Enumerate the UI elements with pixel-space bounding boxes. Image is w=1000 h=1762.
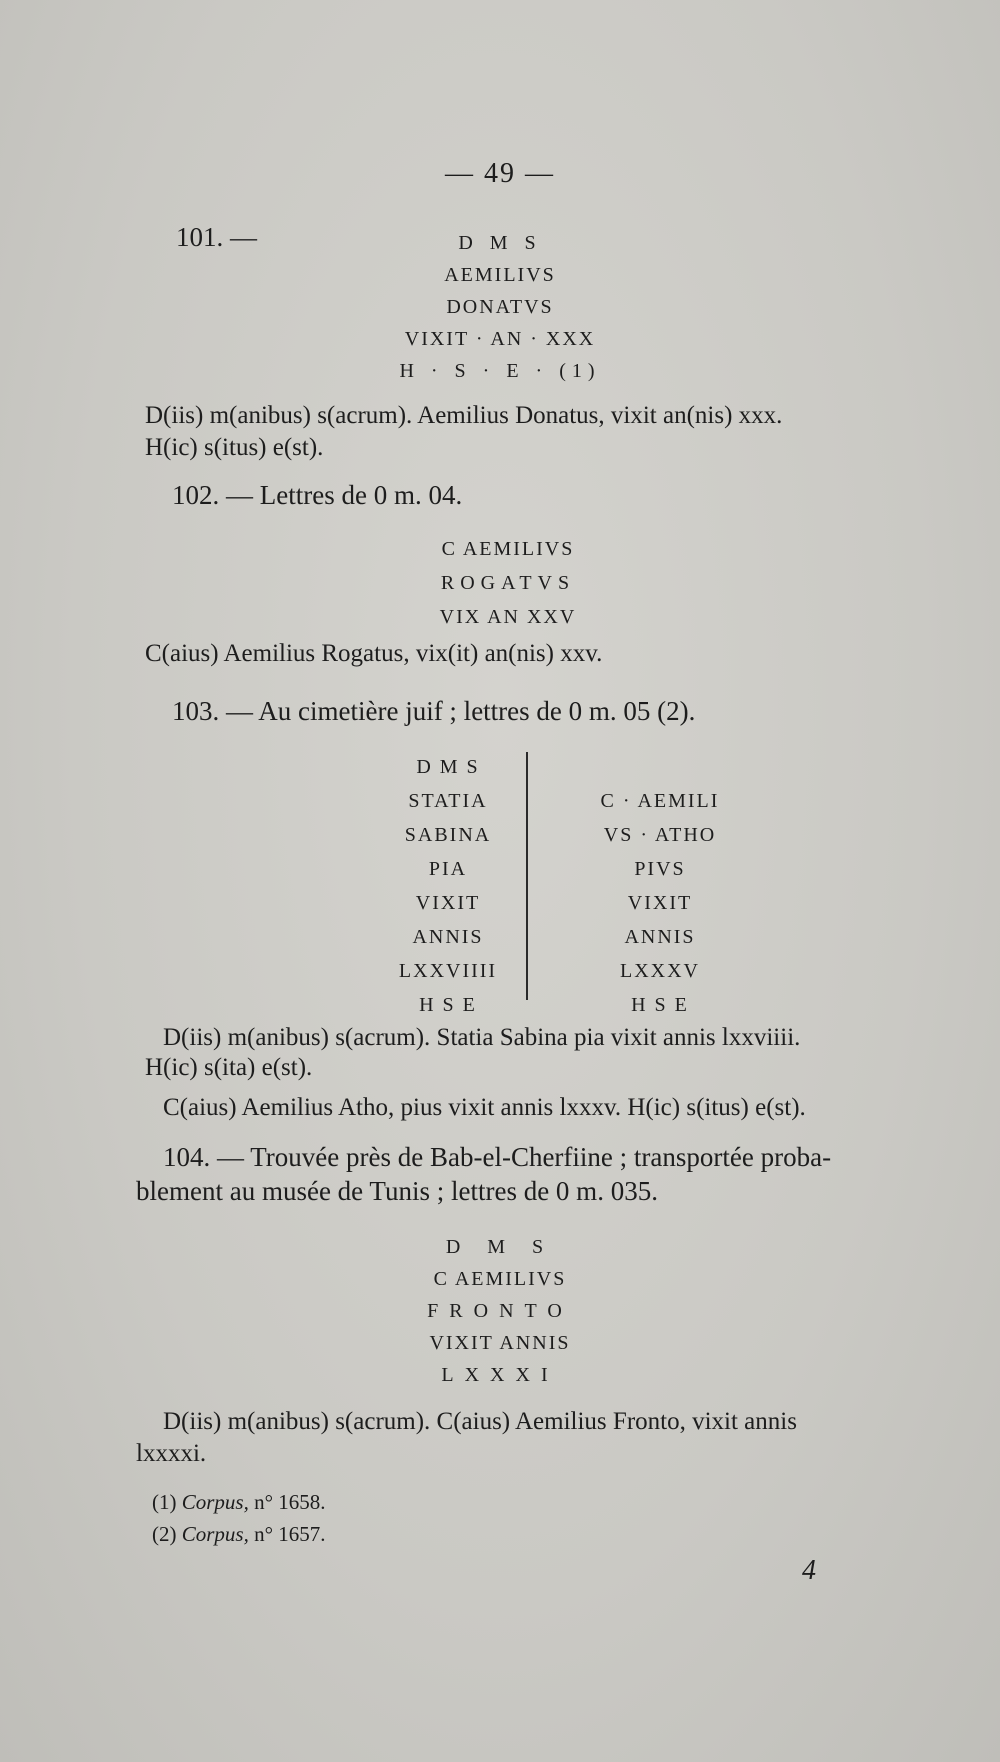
translation-line: lxxxxi. (136, 1440, 207, 1467)
translation-line: C(aius) Aemilius Rogatus, vix(it) an(nis) xxv. (145, 640, 603, 667)
inscription-line: LXXXI (441, 1364, 559, 1386)
right-column-line: LXXXV (620, 960, 700, 982)
inscription-line: C AEMILIVS (433, 1268, 567, 1290)
inscription-line: VIXIT · AN · XXX (404, 328, 596, 350)
signature-mark: 4 (802, 1555, 816, 1586)
footnote-mark: (2) (152, 1522, 177, 1546)
right-column-line: PIVS (634, 858, 686, 880)
entry-101-number: 101. — (176, 222, 257, 252)
left-column-line: LXXVIIII (398, 960, 498, 982)
translation-line: H(ic) s(itus) e(st). (145, 434, 324, 461)
page-header: — 49 — (445, 158, 555, 189)
inscription-line: D M S (445, 1236, 555, 1258)
left-column-line: VIXIT (415, 892, 481, 914)
left-column-line: H S E (419, 994, 477, 1016)
inscription-line: C AEMILIVS (441, 538, 575, 560)
inscription-line: ROGATVS (440, 572, 576, 594)
right-column-line: VS · ATHO (603, 824, 717, 846)
left-column-line: SABINA (404, 824, 492, 846)
left-column-line: ANNIS (412, 926, 484, 948)
right-column-line: VIXIT (627, 892, 693, 914)
left-column-line: D M S (416, 756, 480, 778)
footnote-ref: n° 1658. (254, 1490, 326, 1514)
right-column-line: C · AEMILI (600, 790, 720, 812)
right-column-line: ANNIS (624, 926, 696, 948)
footnote (152, 1522, 326, 1547)
translation-line: D(iis) m(anibus) s(acrum). Statia Sabina pia vixit annis lxxviiii. (163, 1024, 801, 1051)
entry-103-heading: 103. — Au cimetière juif ; lettres de 0 m. 05 (2). (172, 696, 696, 726)
inscription-line: FRONTO (427, 1300, 573, 1322)
footnote-ref: n° 1657. (254, 1522, 326, 1546)
inscription-line: VIX AN XXV (439, 606, 577, 628)
inscription-line: AEMILIVS (444, 264, 556, 286)
entry-104-heading: 104. — Trouvée près de Bab-el-Cherfiine ; transportée proba- (163, 1142, 832, 1172)
translation-line: D(iis) m(anibus) s(acrum). C(aius) Aemilius Fronto, vixit annis (163, 1408, 797, 1435)
right-column-line: H S E (631, 994, 689, 1016)
inscription-line: DONATVS (446, 296, 554, 318)
translation-line: H(ic) s(ita) e(st). (145, 1054, 313, 1081)
translation-line: D(iis) m(anibus) s(acrum). Aemilius Donatus, vixit an(nis) xxx. (145, 402, 783, 429)
left-column-line: STATIA (408, 790, 488, 812)
inscription-line: D M S (458, 232, 542, 254)
footnote-source: Corpus, (181, 1522, 249, 1546)
inscription-line: VIXIT ANNIS (429, 1332, 571, 1354)
entry-104-heading: blement au musée de Tunis ; lettres de 0 m. 035. (136, 1176, 658, 1206)
translation-line: C(aius) Aemilius Atho, pius vixit annis lxxxv. H(ic) s(itus) e(st). (163, 1094, 806, 1121)
footnote (152, 1490, 326, 1515)
entry-102-heading: 102. — Lettres de 0 m. 04. (172, 480, 463, 510)
inscription-line: H · S · E · (1) (399, 360, 601, 382)
left-column-line: PIA (428, 858, 468, 880)
footnote-mark: (1) (152, 1490, 177, 1514)
footnote-source: Corpus, (181, 1490, 249, 1514)
